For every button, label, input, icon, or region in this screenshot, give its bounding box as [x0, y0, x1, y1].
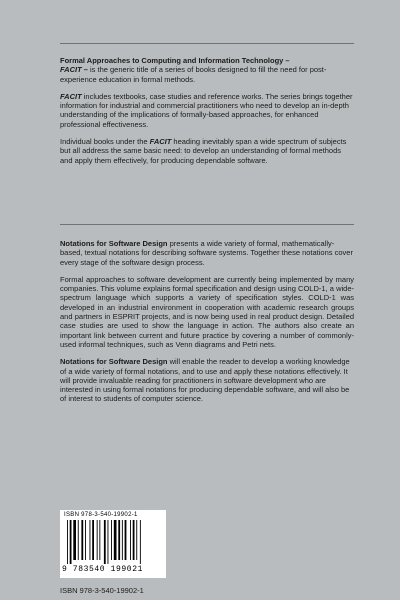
- book-description: [60, 239, 354, 412]
- book-title: Notations for Software Design: [60, 239, 168, 248]
- barcode: [60, 510, 166, 578]
- facit-paragraph-1: Formal Approaches to Computing and Information Technology – FACIT – is the generic title of a series of books designed to fill the need for post-experience education in formal methods.: [60, 56, 327, 84]
- facit-acronym: FACIT –: [60, 65, 88, 75]
- barcode-isbn-label: ISBN 978-3-540-19902-1: [64, 512, 138, 518]
- facit-acronym: FACIT: [60, 91, 82, 101]
- barcode-digits: 9 783540 199021: [62, 565, 144, 574]
- book-paragraph-2: Formal approaches to software development are currently being implemented by many companies. This volume explains formal specification and design using COLD-1, a wide-spectrum language which supports a variety of specification styles. COLD-1 was developed in an industrial environment in cooperation with academic research groups and partners in ESPRIT projects, and is now being used in real product design. Detailed case studies are used to show the language in action. The authors also create an important link between current and future practice by covering a number of commonly-used informal techniques, such as Venn diagrams and Petri nets.: [60, 274, 354, 349]
- book-title: Notations for Software Design: [60, 357, 168, 367]
- facit-section: [60, 56, 354, 173]
- isbn-bottom: ISBN 978-3-540-19902-1: [60, 586, 144, 595]
- facit-acronym: FACIT: [149, 137, 172, 147]
- facit-paragraph-2: FACIT includes textbooks, case studies and reference works. The series brings together information for industrial and commercial practitioners who need to develop an in-depth understanding of the implications of formally-based approaches, for enhanced professional effectiveness.: [60, 91, 353, 129]
- top-rule: [60, 43, 354, 44]
- facit-paragraph-3: Individual books under the FACIT heading inevitably span a wide spectrum of subjects but all address the same basic need: to develop an understanding of formal methods and apply them effectively, for producing dependable software.: [60, 137, 347, 165]
- middle-rule: [60, 224, 354, 225]
- facit-series-title: Formal Approaches to Computing and Information Technology –: [60, 56, 290, 65]
- barcode-bars: [66, 520, 160, 564]
- book-paragraph-1: Notations for Software Design presents a wide variety of formal, mathematically-based, textual notations for describing software systems. Together these notations cover every stage of the software design process.: [60, 239, 353, 267]
- book-paragraph-3: Notations for Software Design will enable the reader to develop a working knowledge of a wide variety of formal notations, and to use and apply these notations effectively. It will provide invaluable reading for practitioners in software development who are interested in using formal notations for producing dependable software, and will also be of interest to students of computer science.: [60, 357, 350, 404]
